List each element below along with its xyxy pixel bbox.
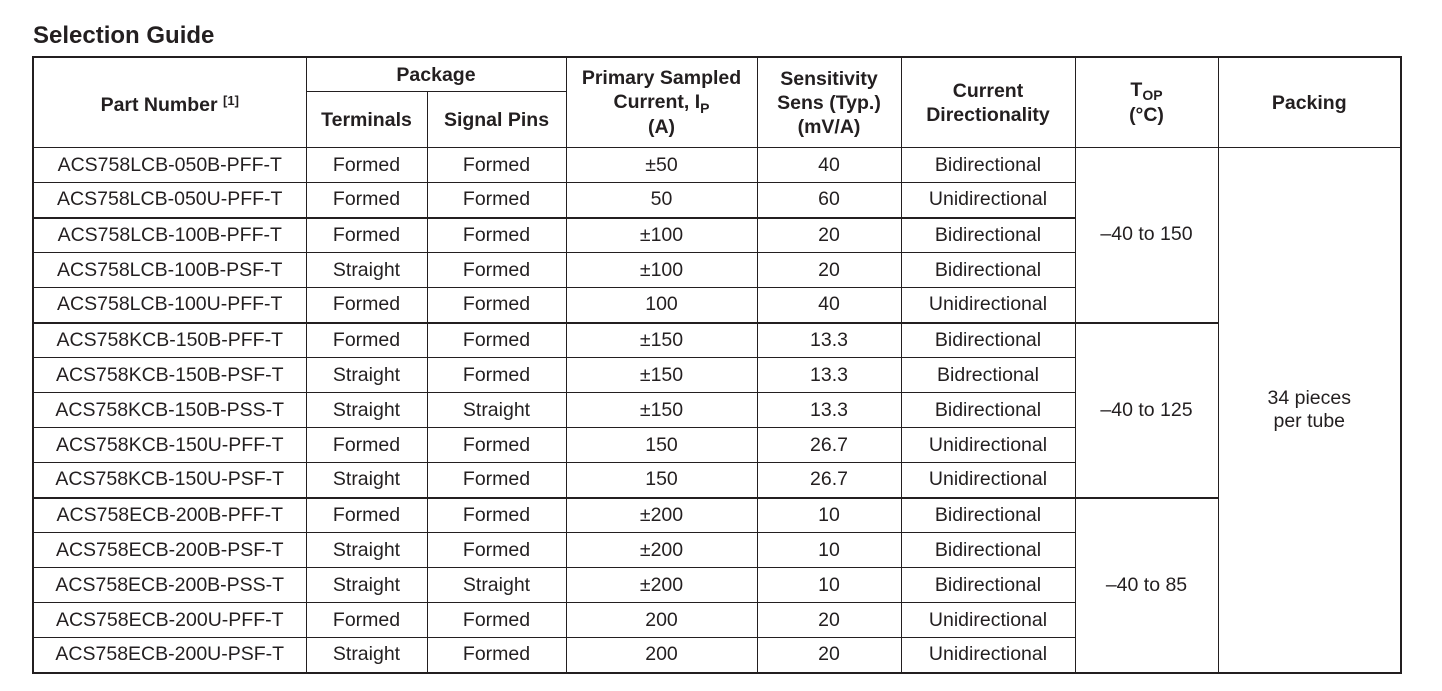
part-number-cell: ACS758KCB-150U-PSF-T: [33, 463, 306, 498]
directionality-cell: Unidirectional: [901, 463, 1075, 498]
part-number-cell: ACS758ECB-200B-PSS-T: [33, 568, 306, 603]
signal-pins-cell: Formed: [427, 533, 566, 568]
terminals-cell: Straight: [306, 568, 427, 603]
part-number-cell: ACS758KCB-150B-PFF-T: [33, 323, 306, 358]
header-directionality: Current Directionality: [901, 57, 1075, 148]
terminals-cell: Straight: [306, 463, 427, 498]
selection-guide-table: [32, 56, 1402, 674]
header-package: Package: [306, 57, 566, 92]
directionality-cell: Unidirectional: [901, 428, 1075, 463]
part-number-cell: ACS758KCB-150B-PSF-T: [33, 358, 306, 393]
primary-current-cell: ±100: [566, 218, 757, 253]
directionality-cell: Bidirectional: [901, 218, 1075, 253]
primary-current-cell: 150: [566, 463, 757, 498]
signal-pins-cell: Formed: [427, 323, 566, 358]
sensitivity-cell: 13.3: [757, 393, 901, 428]
directionality-cell: Bidirectional: [901, 393, 1075, 428]
table-body: [33, 148, 1401, 673]
signal-pins-cell: Formed: [427, 288, 566, 323]
signal-pins-cell: Formed: [427, 183, 566, 218]
sensitivity-cell: 26.7: [757, 463, 901, 498]
sensitivity-cell: 20: [757, 218, 901, 253]
part-number-cell: ACS758LCB-100U-PFF-T: [33, 288, 306, 323]
terminals-cell: Formed: [306, 183, 427, 218]
sensitivity-cell: 60: [757, 183, 901, 218]
directionality-cell: Bidirectional: [901, 568, 1075, 603]
primary-current-cell: 150: [566, 428, 757, 463]
directionality-cell: Bidirectional: [901, 323, 1075, 358]
part-number-cell: ACS758LCB-050B-PFF-T: [33, 148, 306, 183]
part-number-cell: ACS758ECB-200U-PFF-T: [33, 603, 306, 638]
signal-pins-cell: Formed: [427, 498, 566, 533]
terminals-cell: Formed: [306, 428, 427, 463]
sensitivity-cell: 20: [757, 638, 901, 673]
part-number-cell: ACS758KCB-150B-PSS-T: [33, 393, 306, 428]
directionality-cell: Unidirectional: [901, 288, 1075, 323]
header-part-number: Part Number [1]: [33, 57, 306, 148]
terminals-cell: Straight: [306, 358, 427, 393]
header-operating-temp: $T_{OP}$ (°C): [1075, 57, 1218, 148]
terminals-cell: Straight: [306, 253, 427, 288]
signal-pins-cell: Formed: [427, 148, 566, 183]
primary-current-cell: 200: [566, 638, 757, 673]
table-row: [33, 323, 1401, 358]
part-number-cell: ACS758LCB-100B-PFF-T: [33, 218, 306, 253]
table-row: [33, 498, 1401, 533]
directionality-cell: Bidrectional: [901, 358, 1075, 393]
part-number-cell: ACS758LCB-100B-PSF-T: [33, 253, 306, 288]
primary-current-cell: 200: [566, 603, 757, 638]
sensitivity-cell: 13.3: [757, 358, 901, 393]
header-primary-current: Primary Sampled Current, $I_P$ (A): [566, 57, 757, 148]
header-packing: Packing: [1218, 57, 1401, 148]
signal-pins-cell: Straight: [427, 568, 566, 603]
part-number-cell: ACS758ECB-200B-PFF-T: [33, 498, 306, 533]
signal-pins-cell: Formed: [427, 428, 566, 463]
directionality-cell: Bidirectional: [901, 253, 1075, 288]
primary-current-cell: ±100: [566, 253, 757, 288]
terminals-cell: Formed: [306, 218, 427, 253]
header-terminals: Terminals: [306, 92, 427, 148]
primary-current-cell: ±200: [566, 533, 757, 568]
table-header: [33, 57, 1401, 148]
signal-pins-cell: Formed: [427, 638, 566, 673]
sensitivity-cell: 20: [757, 253, 901, 288]
primary-current-cell: 100: [566, 288, 757, 323]
directionality-cell: Unidirectional: [901, 638, 1075, 673]
part-number-cell: ACS758ECB-200U-PSF-T: [33, 638, 306, 673]
header-signal-pins: Signal Pins: [427, 92, 566, 148]
terminals-cell: Straight: [306, 393, 427, 428]
signal-pins-cell: Formed: [427, 253, 566, 288]
terminals-cell: Formed: [306, 603, 427, 638]
sensitivity-cell: 13.3: [757, 323, 901, 358]
page-title: Selection Guide: [33, 22, 215, 49]
terminals-cell: Formed: [306, 498, 427, 533]
signal-pins-cell: Formed: [427, 463, 566, 498]
header-sensitivity: Sensitivity Sens (Typ.) (mV/A): [757, 57, 901, 148]
primary-current-cell: 50: [566, 183, 757, 218]
packing-line-2: per tube: [1273, 409, 1346, 432]
sensitivity-cell: 26.7: [757, 428, 901, 463]
primary-current-cell: ±150: [566, 358, 757, 393]
terminals-cell: Straight: [306, 638, 427, 673]
terminals-cell: Formed: [306, 323, 427, 358]
directionality-cell: Bidirectional: [901, 533, 1075, 568]
primary-current-cell: ±200: [566, 498, 757, 533]
sensitivity-cell: 40: [757, 148, 901, 183]
directionality-cell: Unidirectional: [901, 183, 1075, 218]
signal-pins-cell: Formed: [427, 358, 566, 393]
sensitivity-cell: 10: [757, 568, 901, 603]
terminals-cell: Straight: [306, 533, 427, 568]
primary-current-cell: ±150: [566, 393, 757, 428]
packing-cell: [1218, 148, 1401, 673]
primary-current-cell: ±50: [566, 148, 757, 183]
part-number-cell: ACS758KCB-150U-PFF-T: [33, 428, 306, 463]
operating-temp-cell: –40 to 85: [1075, 498, 1218, 673]
directionality-cell: Bidirectional: [901, 498, 1075, 533]
sensitivity-cell: 10: [757, 533, 901, 568]
operating-temp-cell: –40 to 150: [1075, 148, 1218, 323]
sensitivity-cell: 10: [757, 498, 901, 533]
primary-current-cell: ±200: [566, 568, 757, 603]
packing-line-1: 34 pieces: [1267, 386, 1351, 409]
sensitivity-cell: 40: [757, 288, 901, 323]
primary-current-cell: ±150: [566, 323, 757, 358]
signal-pins-cell: Formed: [427, 603, 566, 638]
sensitivity-cell: 20: [757, 603, 901, 638]
part-number-cell: ACS758ECB-200B-PSF-T: [33, 533, 306, 568]
directionality-cell: Unidirectional: [901, 603, 1075, 638]
operating-temp-cell: –40 to 125: [1075, 323, 1218, 498]
terminals-cell: Formed: [306, 148, 427, 183]
signal-pins-cell: Formed: [427, 218, 566, 253]
directionality-cell: Bidirectional: [901, 148, 1075, 183]
signal-pins-cell: Straight: [427, 393, 566, 428]
terminals-cell: Formed: [306, 288, 427, 323]
part-number-cell: ACS758LCB-050U-PFF-T: [33, 183, 306, 218]
table-row: [33, 148, 1401, 183]
